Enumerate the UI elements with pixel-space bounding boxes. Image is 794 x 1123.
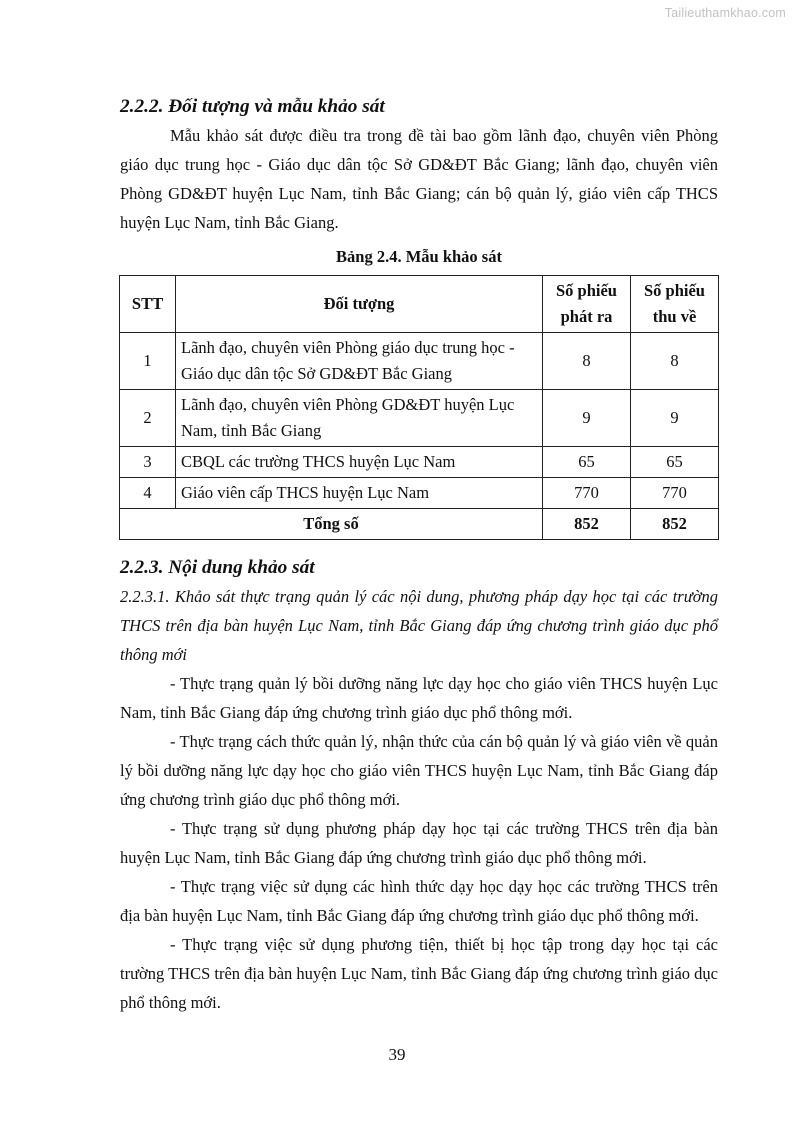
cell-object: Giáo viên cấp THCS huyện Lục Nam [176, 478, 543, 509]
header-object: Đối tượng [176, 276, 543, 333]
section-paragraph: Mẫu khảo sát được điều tra trong đề tài bao gồm lãnh đạo, chuyên viên Phòng giáo dục trung học - Giáo dục dân tộc Sở GD&ĐT Bắc Giang; lãnh đạo, chuyên viên Phòng GD&ĐT huyện Lục Nam, tỉnh Bắc Giang; cán bộ quản lý, giáo viên cấp THCS huyện Lục Nam, tỉnh Bắc Giang. [120, 126, 718, 232]
cell-collected: 8 [631, 333, 719, 390]
cell-issued: 8 [543, 333, 631, 390]
table-row [120, 333, 719, 390]
cell-object: Lãnh đạo, chuyên viên Phòng giáo dục trung học - Giáo dục dân tộc Sở GD&ĐT Bắc Giang [176, 333, 543, 390]
cell-issued: 9 [543, 390, 631, 447]
section-heading-2-2-3: 2.2.3. Nội dung khảo sát [120, 557, 315, 578]
watermark: Tailieuthamkhao.com [664, 6, 786, 20]
cell-object: Lãnh đạo, chuyên viên Phòng GD&ĐT huyện Lục Nam, tỉnh Bắc Giang [176, 390, 543, 447]
list-item: - Thực trạng sử dụng phương pháp dạy học tại các trường THCS trên địa bàn huyện Lục Nam, tỉnh Bắc Giang đáp ứng chương trình giáo dục phổ thông mới. [120, 819, 718, 867]
survey-sample-table [119, 275, 719, 540]
list-item: - Thực trạng việc sử dụng các hình thức dạy học dạy học các trường THCS trên địa bàn huyện Lục Nam, tỉnh Bắc Giang đáp ứng chương trình giáo dục phổ thông mới. [120, 877, 718, 925]
table-caption: Bảng 2.4. Mẫu khảo sát [336, 247, 502, 266]
list-item: - Thực trạng quản lý bồi dưỡng năng lực dạy học cho giáo viên THCS huyện Lục Nam, tỉnh Bắc Giang đáp ứng chương trình giáo dục phổ thông mới. [120, 674, 718, 722]
table-row [120, 390, 719, 447]
page-number: 39 [388, 1045, 406, 1064]
subsection-heading-2-2-3-1: 2.2.3.1. Khảo sát thực trạng quản lý các nội dung, phương pháp dạy học tại các trường THCS trên địa bàn huyện Lục Nam, tỉnh Bắc Giang đáp ứng chương trình giáo dục phổ thông mới [120, 587, 718, 664]
header-stt: STT [120, 276, 176, 333]
total-issued: 852 [543, 509, 631, 540]
header-collected: Số phiếu thu về [631, 276, 719, 333]
page-content [120, 93, 718, 1017]
cell-issued: 65 [543, 447, 631, 478]
cell-issued: 770 [543, 478, 631, 509]
table-total-row [120, 509, 719, 540]
list-item: - Thực trạng cách thức quản lý, nhận thức của cán bộ quản lý và giáo viên về quản lý bồi dưỡng năng lực dạy học cho giáo viên THCS huyện Lục Nam, tỉnh Bắc Giang đáp ứng chương trình giáo dục phổ thông mới. [120, 732, 718, 809]
total-collected: 852 [631, 509, 719, 540]
list-item: - Thực trạng việc sử dụng phương tiện, thiết bị học tập trong dạy học tại các trường THCS trên địa bàn huyện Lục Nam, tỉnh Bắc Giang đáp ứng chương trình giáo dục phổ thông mới. [120, 935, 718, 1012]
cell-stt: 1 [120, 333, 176, 390]
cell-stt: 3 [120, 447, 176, 478]
cell-collected: 770 [631, 478, 719, 509]
table-row [120, 478, 719, 509]
total-label: Tổng số [120, 509, 543, 540]
table-header-row [120, 276, 719, 333]
section-heading-2-2-2: 2.2.2. Đối tượng và mẫu khảo sát [120, 96, 385, 117]
cell-collected: 65 [631, 447, 719, 478]
cell-stt: 4 [120, 478, 176, 509]
table-row [120, 447, 719, 478]
header-issued: Số phiếu phát ra [543, 276, 631, 333]
cell-object: CBQL các trường THCS huyện Lục Nam [176, 447, 543, 478]
cell-collected: 9 [631, 390, 719, 447]
cell-stt: 2 [120, 390, 176, 447]
